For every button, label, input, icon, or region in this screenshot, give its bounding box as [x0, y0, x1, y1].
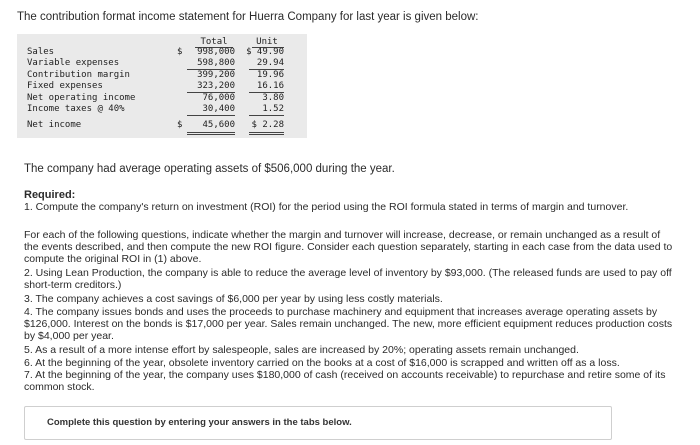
- header-total: Total: [200, 37, 228, 47]
- question-3: 3. The company achieves a cost savings of $6,000 per year by using less costly materials.: [24, 293, 443, 305]
- row-total: 998,000: [197, 47, 235, 57]
- total-double-line: [249, 134, 284, 135]
- dollar-sign: $: [177, 47, 183, 57]
- row-unit: 3.80: [262, 93, 284, 103]
- row-total: 30,400: [202, 104, 235, 114]
- row-unit: 16.16: [256, 81, 284, 91]
- operating-assets-text: The company had average operating assets of $506,000 during the year.: [24, 163, 395, 175]
- question-4: 4. The company issues bonds and uses the proceeds to purchase machinery and equipment that increases average operating assets by $126,000. Interest on the bonds is $17,000 per year. Sales remain unchanged. The new, more efficient equipment reduces production costs by $4,000 per year.: [24, 306, 673, 342]
- row-unit: $ 49.90: [246, 47, 284, 57]
- row-label: Sales: [27, 47, 55, 57]
- row-label: Net operating income: [27, 93, 136, 103]
- question-6: 6. At the beginning of the year, obsolete inventory carried on the books at a cost of $16,000 is scrapped and written off as a loss.: [24, 357, 620, 369]
- question-7: 7. At the beginning of the year, the company uses $180,000 of cash (received on accounts receivable) to repurchase and retire some of its common stock.: [24, 369, 666, 393]
- footer-instruction: Complete this question by entering your answers in the tabs below.: [47, 417, 352, 428]
- total-double-line: [187, 132, 235, 133]
- row-label: Income taxes @ 40%: [27, 104, 125, 114]
- row-unit: 19.96: [256, 70, 284, 80]
- row-unit: $ 2.28: [251, 120, 284, 130]
- row-label: Fixed expenses: [27, 81, 103, 91]
- total-double-line: [187, 134, 235, 135]
- row-total: 323,200: [197, 81, 235, 91]
- question-2: 2. Using Lean Production, the company is able to reduce the average level of inventory by $93,000. (The released funds are used to pay off short-term creditors.): [24, 267, 672, 291]
- row-unit: 1.52: [262, 104, 284, 114]
- subtotal-line: [187, 115, 235, 116]
- answer-tabs-panel: [24, 406, 612, 440]
- dollar-sign: $: [177, 120, 183, 130]
- total-double-line: [249, 132, 284, 133]
- income-statement-table: [17, 34, 307, 138]
- row-label: Net income: [27, 120, 82, 130]
- subtotal-line: [249, 115, 284, 116]
- question-5: 5. As a result of a more intense effort by salespeople, sales are increased by 20%; operating assets remain unchanged.: [24, 344, 579, 356]
- row-total: 598,800: [197, 58, 235, 68]
- required-heading: Required:: [24, 189, 76, 201]
- row-total: 76,000: [202, 93, 235, 103]
- row-label: Variable expenses: [27, 58, 120, 68]
- instructions-text: For each of the following questions, indicate whether the margin and turnover will increase, decrease, or remain unchanged as a result of the events described, and then compute the new ROI figure. Consider each question separately, starting in each case from the data used to compute the original ROI in (1) above.: [24, 229, 673, 265]
- intro-text: The contribution format income statement for Huerra Company for last year is given below:: [17, 11, 479, 23]
- row-unit: 29.94: [256, 58, 284, 68]
- row-total: 399,200: [197, 70, 235, 80]
- header-unit: Unit: [256, 37, 278, 47]
- required-question-1: 1. Compute the company's return on investment (ROI) for the period using the ROI formula stated in terms of margin and turnover.: [24, 201, 629, 213]
- row-total: 45,600: [202, 120, 235, 130]
- row-label: Contribution margin: [27, 70, 130, 80]
